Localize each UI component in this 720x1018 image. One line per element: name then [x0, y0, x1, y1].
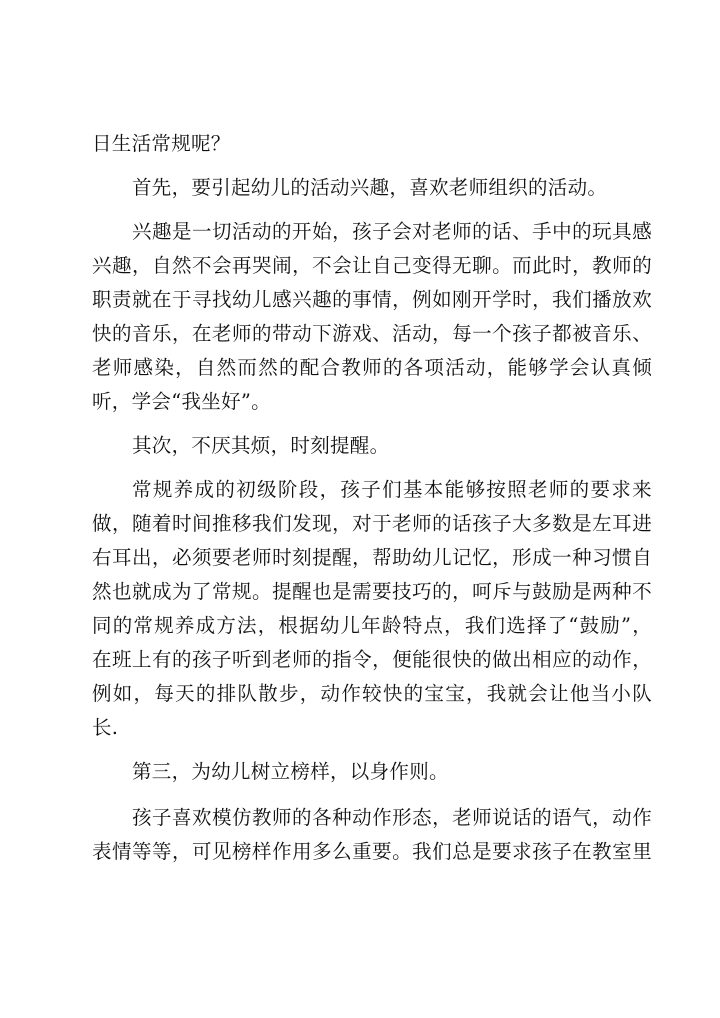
- heading-line-3: 第三，为幼儿树立榜样，以身作则。: [132, 760, 449, 783]
- text-line-20: 表情等等，可见榜样作用多么重要。我们总是要求孩子在教室里: [92, 840, 652, 863]
- text-line-4: 兴趣，自然不会再哭闹，不会让自己变得无聊。而此时，教师的: [92, 254, 652, 277]
- text-line-16: 例如，每天的排队散步，动作较快的宝宝，我就会让他当小队: [92, 682, 652, 705]
- text-line-10: 常规养成的初级阶段，孩子们基本能够按照老师的要求来: [132, 478, 652, 501]
- text-line-1: 日生活常规呢？: [92, 132, 231, 155]
- text-line-13: 然也就成为了常规。提醒也是需要技巧的，呵斥与鼓励是两种不: [92, 580, 652, 603]
- text-line-7: 老师感染，自然而然的配合教师的各项活动，能够学会认真倾: [92, 356, 652, 379]
- text-line-17: 长.: [92, 716, 119, 739]
- text-line-12: 右耳出，必须要老师时刻提醒，帮助幼儿记忆，形成一种习惯自: [92, 546, 652, 569]
- text-line-6: 快的音乐，在老师的带动下游戏、活动，每一个孩子都被音乐、: [92, 322, 652, 345]
- text-line-11: 做，随着时间推移我们发现，对于老师的话孩子大多数是左耳进: [92, 512, 652, 535]
- text-line-8: 听，学会“我坐好”。: [92, 390, 271, 413]
- text-line-14: 同的常规养成方法，根据幼儿年龄特点，我们选择了“鼓励”，: [92, 614, 652, 637]
- heading-line-1: 首先，要引起幼儿的活动兴趣，喜欢老师组织的活动。: [132, 176, 608, 199]
- text-line-15: 在班上有的孩子听到老师的指令，便能很快的做出相应的动作，: [92, 648, 652, 671]
- text-line-5: 职责就在于寻找幼儿感兴趣的事情，例如刚开学时，我们播放欢: [92, 288, 652, 311]
- text-line-3: 兴趣是一切活动的开始，孩子会对老师的话、手中的玩具感: [132, 220, 652, 243]
- heading-line-2: 其次，不厌其烦，时刻提醒。: [132, 434, 390, 457]
- text-line-19: 孩子喜欢模仿教师的各种动作形态，老师说话的语气，动作: [132, 806, 652, 829]
